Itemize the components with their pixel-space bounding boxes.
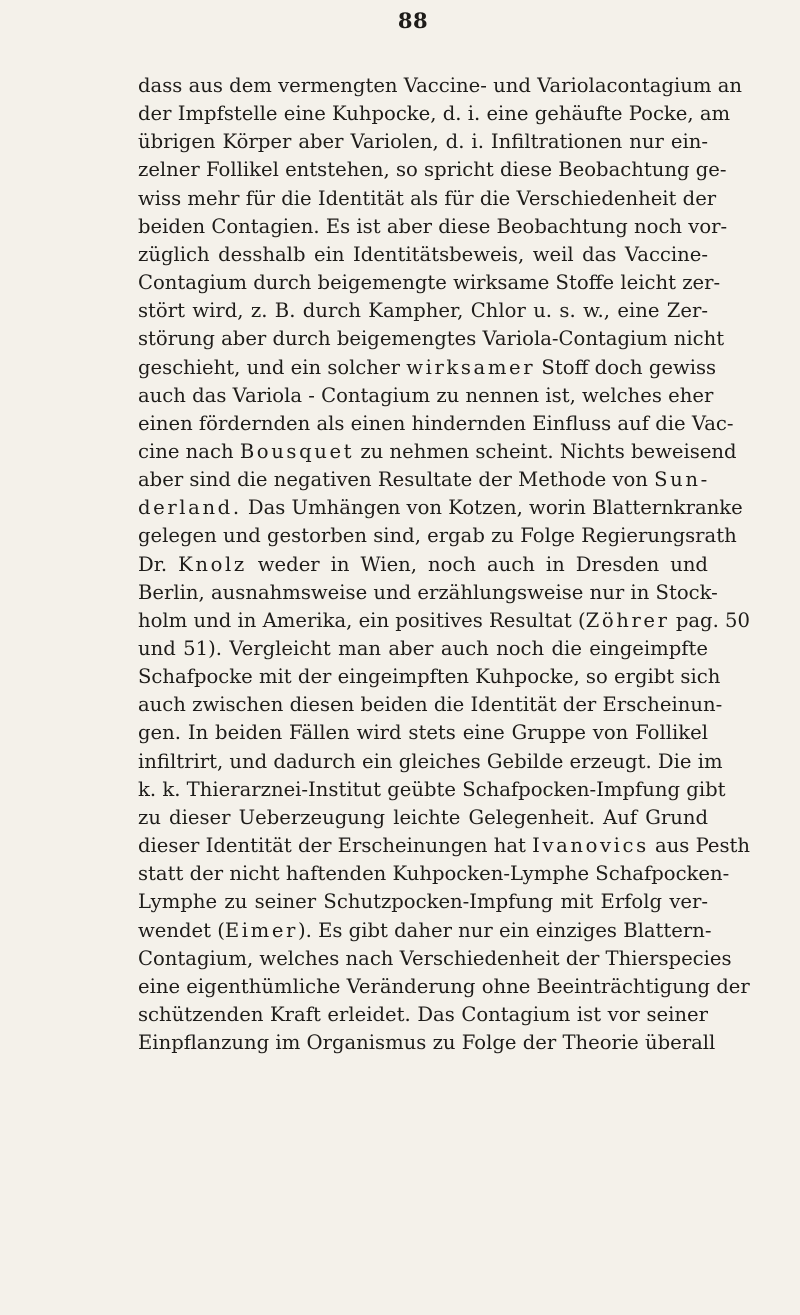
text-run: übrigen Körper aber Variolen, d. i. Infiltrationen nur ein-	[138, 130, 708, 154]
text-line	[138, 832, 751, 860]
text-line	[138, 494, 743, 522]
text-run: aus Pesth	[648, 834, 751, 858]
text-run: Stoff doch gewiss	[535, 355, 717, 379]
text-line	[138, 156, 727, 184]
text-line	[138, 691, 723, 719]
text-line	[138, 719, 708, 747]
text-run: statt der nicht haftenden Kuhpocken-Lymphe Schafpocken-	[138, 862, 730, 886]
text-line	[138, 241, 708, 269]
text-run: der Impfstelle eine Kuhpocke, d. i. eine gehäufte Pocke, am	[138, 102, 731, 126]
text-line	[138, 410, 734, 438]
text-line	[138, 663, 721, 691]
text-run: auch zwischen diesen beiden die Identität der Erscheinun-	[138, 693, 723, 717]
text-line	[138, 945, 732, 973]
emphasized-name: Eimer	[224, 918, 298, 942]
text-run: aber sind die negativen Resultate der Methode von	[138, 468, 655, 492]
text-run: Berlin, ausnahmsweise und erzählungsweise nur in Stock-	[138, 580, 718, 604]
emphasized-name: derland.	[138, 496, 242, 520]
text-run: dass aus dem vermengten Vaccine- und Variolacontagium an	[138, 74, 742, 97]
text-line	[138, 213, 728, 241]
text-line	[138, 1029, 716, 1057]
text-line	[138, 860, 730, 888]
text-line	[138, 607, 750, 635]
text-run: wiss mehr für die Identität als für die Verschiedenheit der	[138, 186, 717, 210]
text-line	[138, 354, 717, 382]
text-run: eine eigenthümliche Veränderung ohne Beeinträchtigung der	[138, 974, 750, 998]
text-run: infiltrirt, und dadurch ein gleiches Gebilde erzeugt. Die im	[138, 749, 723, 773]
text-run: störung aber durch beigemengtes Variola-Contagium nicht	[138, 327, 725, 351]
text-line	[138, 466, 708, 494]
text-run: gelegen und gestorben sind, ergab zu Folge Regierungsrath	[138, 524, 737, 548]
text-line	[138, 748, 723, 776]
text-line	[138, 128, 708, 156]
text-line	[138, 438, 737, 466]
text-line	[138, 888, 708, 916]
text-run: Lymphe zu seiner Schutzpocken-Impfung mit Erfolg ver-	[138, 890, 708, 914]
text-run: gen. In beiden Fällen wird stets eine Gruppe von Follikel	[138, 721, 708, 745]
text-run: zu dieser Ueberzeugung leichte Gelegenheit. Auf Grund	[138, 805, 708, 829]
text-line	[138, 776, 726, 804]
text-run: zelner Follikel entstehen, so spricht diese Beobachtung ge-	[138, 158, 727, 182]
text-line	[138, 804, 708, 832]
text-line	[138, 185, 717, 213]
text-run: einen fördernden als einen hindernden Einfluss auf die Vac-	[138, 411, 734, 435]
text-run: zu nehmen scheint. Nichts beweisend	[354, 439, 737, 463]
text-line	[138, 551, 708, 579]
text-run: k. k. Thierarznei-Institut geübte Schafpocken-Impfung gibt	[138, 777, 726, 801]
text-run: cine nach	[138, 439, 240, 463]
text-run: geschieht, und ein solcher	[138, 355, 407, 379]
page-number: 88	[397, 8, 429, 33]
text-line	[138, 973, 750, 1001]
text-line	[138, 1001, 708, 1029]
text-run: weder in Wien, noch auch in Dresden und	[246, 552, 708, 576]
text-run: pag. 50	[669, 608, 750, 632]
text-run: Das Umhängen von Kotzen, worin Blatternkranke	[241, 496, 743, 520]
text-run: auch das Variola - Contagium zu nennen ist, welches eher	[138, 383, 714, 407]
text-line	[138, 100, 731, 128]
text-line	[138, 917, 712, 945]
emphasized-name: Sun-	[654, 468, 710, 492]
text-run: züglich desshalb ein Identitätsbeweis, weil das Vaccine-	[138, 242, 708, 266]
text-run: holm und in Amerika, ein positives Resultat (	[138, 608, 586, 632]
text-line	[138, 269, 721, 297]
text-line	[138, 579, 718, 607]
text-run: schützenden Kraft erleidet. Das Contagium ist vor seiner	[138, 1002, 708, 1026]
text-run: dieser Identität der Erscheinungen hat	[138, 834, 533, 858]
text-line	[138, 522, 737, 550]
emphasized-name: wirksamer	[406, 355, 536, 379]
text-run: Dr.	[138, 552, 179, 576]
text-line	[138, 297, 708, 325]
text-run: Einpflanzung im Organismus zu Folge der Theorie überall	[138, 1031, 716, 1055]
text-run: stört wird, z. B. durch Kampher, Chlor u. s. w., eine Zer-	[138, 299, 708, 323]
emphasized-name: Knolz	[178, 552, 247, 576]
text-run: Contagium durch beigemengte wirksame Stoffe leicht zer-	[138, 271, 721, 295]
emphasized-name: Ivanovics	[532, 834, 649, 858]
text-run: und 51). Vergleicht man aber auch noch die eingeimpfte	[138, 637, 708, 660]
emphasized-name: Zöhrer	[585, 608, 670, 632]
text-line	[138, 325, 725, 353]
text-line	[138, 72, 742, 100]
text-run: Schafpocke mit der eingeimpften Kuhpocke, so ergibt sich	[138, 665, 721, 689]
text-run: ). Es gibt daher nur ein einziges Blattern-	[298, 918, 712, 942]
text-run: wendet (	[138, 918, 225, 942]
text-run: Contagium, welches nach Verschiedenheit der Thierspecies	[138, 946, 732, 970]
text-line	[138, 382, 714, 410]
text-line	[138, 635, 708, 663]
emphasized-name: Bousquet	[239, 439, 355, 463]
text-run: beiden Contagien. Es ist aber diese Beobachtung noch vor-	[138, 214, 728, 238]
